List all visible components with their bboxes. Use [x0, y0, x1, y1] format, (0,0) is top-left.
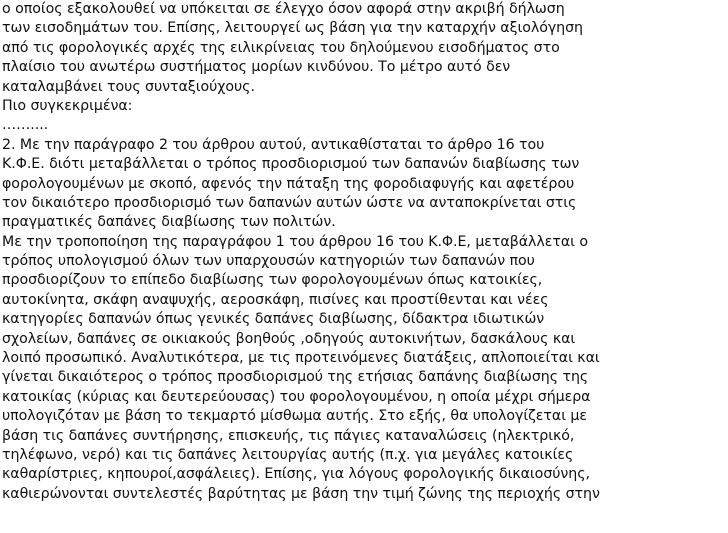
text-line-14: τρόπος υπολογισμού όλων των υπαρχουσών κατηγοριών των δαπανών που — [2, 253, 535, 270]
text-line-5: καταλαμβάνει τους συνταξιούχους. — [2, 78, 255, 95]
text-line-2: των εισοδημάτων του. Επίσης, λειτουργεί ως βάση για την καταρχήν αξιολόγηση — [2, 20, 583, 37]
text-line-12: πραγματικές δαπάνες διαβίωσης των πολιτών. — [2, 214, 336, 231]
text-line-15: προσδιορίζουν το επίπεδο διαβίωσης των φορολογουμένων όπως κατοικίες, — [2, 272, 543, 289]
text-line-20: γίνεται δικαιότερος ο τρόπος προσδιορισμού της ετήσιας δαπάνης διαβίωσης της — [2, 369, 589, 386]
text-line-1: ο οποίος εξακολουθεί να υπόκειται σε έλεγχο όσον αφορά στην ακριβή δήλωση — [2, 1, 565, 17]
text-line-21: κατοικίας (κύριας και δευτερεύουσας) του φορολογουμένου, η οποία μέχρι σήμερα — [2, 388, 591, 405]
text-line-26: καθιερώνονται συντελεστές βαρύτητας με βάση την τιμή ζώνης της περιοχής στην — [2, 485, 600, 502]
text-line-18: σχολείων, δαπάνες σε οικιακούς βοηθούς ,οδηγούς αυτοκινήτων, δασκάλους και — [2, 330, 576, 347]
document-text — [2, 0, 726, 504]
text-line-25: καθαρίστριες, κηπουροί,ασφάλειες). Επίσης, για λόγους φορολογικής δικαιοσύνης, — [2, 466, 590, 483]
text-line-13: Με την τροποποίηση της παραγράφου 1 του άρθρου 16 του Κ.Φ.Ε, μεταβάλλεται ο — [2, 233, 588, 250]
text-line-23: βάση τις δαπάνες συντήρησης, επισκευής, τις πάγιες καταναλώσεις (ηλεκτρικό, — [2, 427, 575, 444]
text-line-11: τον δικαιότερο προσδιορισμό των δαπανών αυτών ώστε να ανταποκρίνεται στις — [2, 194, 577, 211]
text-line-3: από τις φορολογικές αρχές της ειλικρίνειας του δηλούμενου εισοδήματος στο — [2, 39, 560, 56]
text-line-9: Κ.Φ.Ε. διότι μεταβάλλεται ο τρόπος προσδιορισμού των δαπανών διαβίωσης των — [2, 156, 580, 173]
text-line-7: …….... — [2, 117, 49, 134]
text-line-24: τηλέφωνο, νερό) και τις δαπάνες λειτουργίας αυτής (π.χ. για μεγάλες κατοικίες — [2, 446, 574, 463]
text-line-16: αυτοκίνητα, σκάφη αναψυχής, αεροσκάφη, πισίνες και προστίθενται και νέες — [2, 291, 549, 308]
text-line-8: 2. Με την παράγραφο 2 του άρθρου αυτού, αντικαθίσταται το άρθρο 16 του — [2, 136, 545, 153]
text-line-22: υπολογιζόταν με βάση το τεκμαρτό μίσθωμα αυτής. Στο εξής, θα υπολογίζεται με — [2, 408, 588, 425]
text-line-6: Πιο συγκεκριμένα: — [2, 97, 133, 114]
text-line-10: φορολογουμένων με σκοπό, αφενός την πάταξη της φοροδιαφυγής και αφετέρου — [2, 175, 575, 192]
text-line-19: λοιπό προσωπικό. Αναλυτικότερα, με τις προτεινόμενες διατάξεις, απλοποιείται και — [2, 350, 600, 367]
text-line-17: κατηγορίες δαπανών όπως γενικές δαπάνες διαβίωσης, δίδακτρα ιδιωτικών — [2, 311, 545, 328]
text-line-4: πλαίσιο του ανωτέρω συστήματος μορίων κινδύνου. Το μέτρο αυτό δεν — [2, 59, 511, 76]
